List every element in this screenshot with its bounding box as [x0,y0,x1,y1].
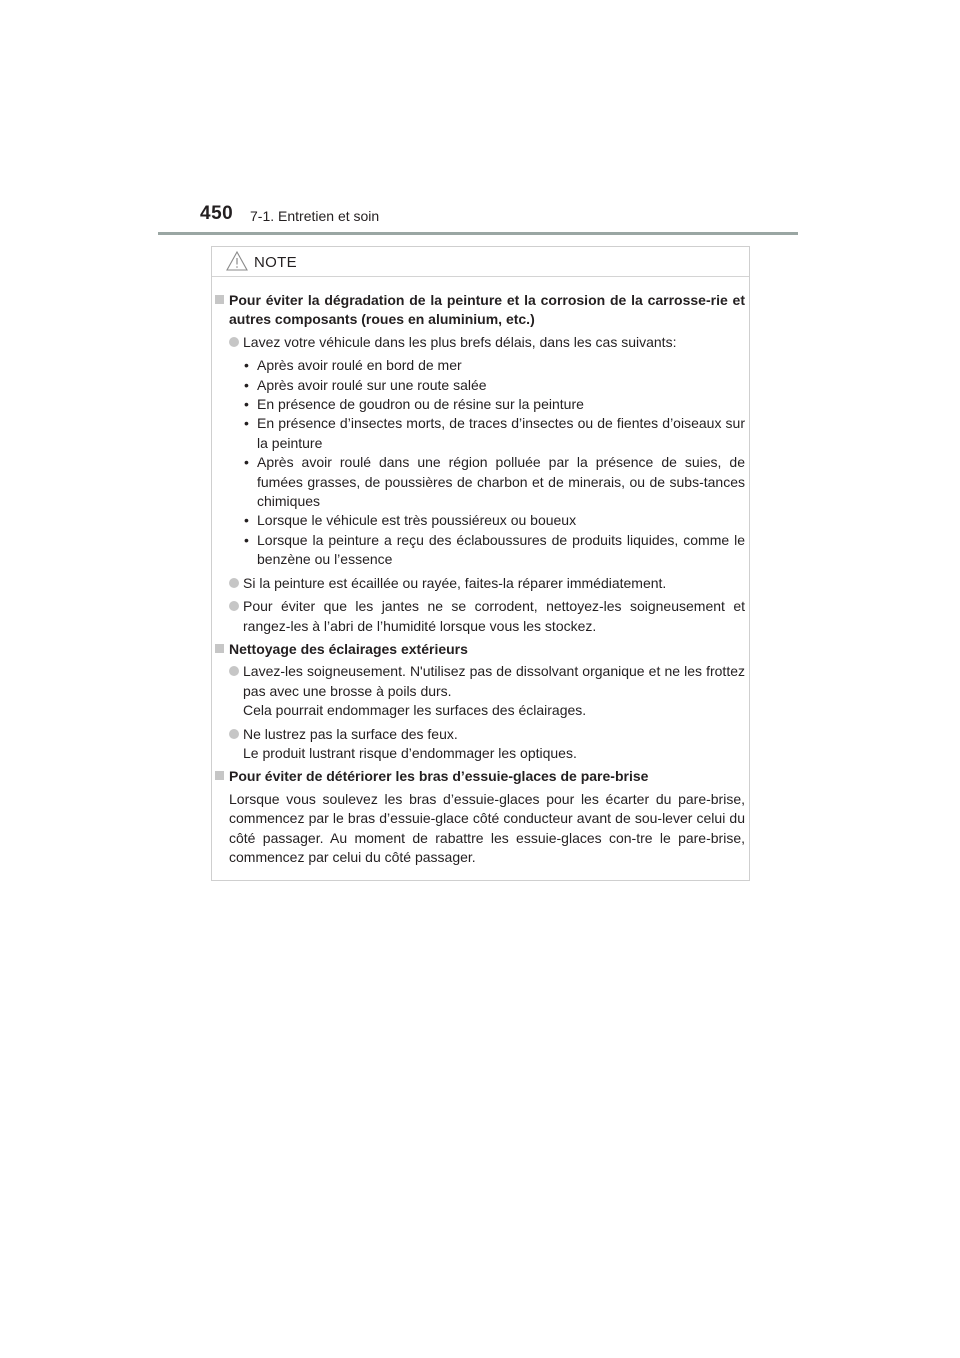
item-text-continued: Le produit lustrant risque d’endommager les optiques. [243,744,577,761]
sub-bullet-item: • En présence d’insectes morts, de traces d’insectes ou de fientes d’oiseaux sur la peinture [212,414,745,453]
circle-bullet-icon [229,666,239,676]
note-label: NOTE [254,254,297,271]
list-item [212,333,745,352]
note-section-lights [212,640,745,659]
sub-bullet-item: • Après avoir roulé en bord de mer [212,356,745,375]
sub-bullet-item: • Lorsque le véhicule est très poussiéreux ou boueux [212,511,745,530]
sub-bullet-item: • Après avoir roulé dans une région polluée par la présence de suies, de fumées grasses, de poussières de charbon et de minerais, ou de subs-tances chimiques [212,453,745,511]
warning-triangle-icon [226,251,248,271]
section-heading: Pour éviter la dégradation de la peinture et la corrosion de la carrosse-rie et autres composants (roues en aluminium, etc.) [229,292,745,328]
note-body [212,291,751,867]
item-text: Lavez votre véhicule dans les plus brefs délais, dans les cas suivants: [243,333,677,350]
sub-bullet-list [212,356,745,569]
section-paragraph: Lorsque vous soulevez les bras d’essuie-glaces pour les écarter du pare-brise, commencez par le bras d’essuie-glace côté conducteur avant de sou-lever celui du côté passager. Au moment de rabattre les essuie-glaces con-tre le pare-brise, commencez par celui du côté passager. [229,790,745,865]
page-number: 450 [200,203,234,224]
item-text: Pour éviter que les jantes ne se corrodent, nettoyez-les soigneusement et rangez-les à l’abri de l’humidité lorsque vous les stockez. [243,598,745,634]
item-text: Ne lustrez pas la surface des feux. [243,725,458,742]
note-section-wipers [212,767,745,786]
square-bullet-icon [215,771,224,780]
square-bullet-icon [215,644,224,653]
section-heading: Nettoyage des éclairages extérieurs [229,640,468,657]
note-section-paint [212,291,745,330]
list-item [212,597,745,636]
list-item [212,574,745,593]
header-rule [158,232,798,235]
circle-bullet-icon [229,578,239,588]
sub-bullet-item: • En présence de goudron ou de résine sur la peinture [212,395,745,414]
section-heading: Pour éviter de détériorer les bras d’essuie-glaces de pare-brise [229,768,649,785]
circle-bullet-icon [229,601,239,611]
note-box [211,246,750,881]
circle-bullet-icon [229,729,239,739]
item-text: Si la peinture est écaillée ou rayée, faites-la réparer immédiatement. [243,574,667,591]
note-header [212,247,749,277]
circle-bullet-icon [229,337,239,347]
sub-bullet-item: • Lorsque la peinture a reçu des éclaboussures de produits liquides, comme le benzène ou l’essence [212,531,745,570]
list-item [212,725,745,764]
item-text: Lavez-les soigneusement. N'utilisez pas de dissolvant organique et ne les frottez pas avec une brosse à poils durs. [243,663,745,699]
item-text-continued: Cela pourrait endommager les surfaces des éclairages. [243,702,587,719]
list-item [212,662,745,720]
square-bullet-icon [215,295,224,304]
section-title: 7-1. Entretien et soin [250,208,380,224]
sub-bullet-item: • Après avoir roulé sur une route salée [212,376,745,395]
